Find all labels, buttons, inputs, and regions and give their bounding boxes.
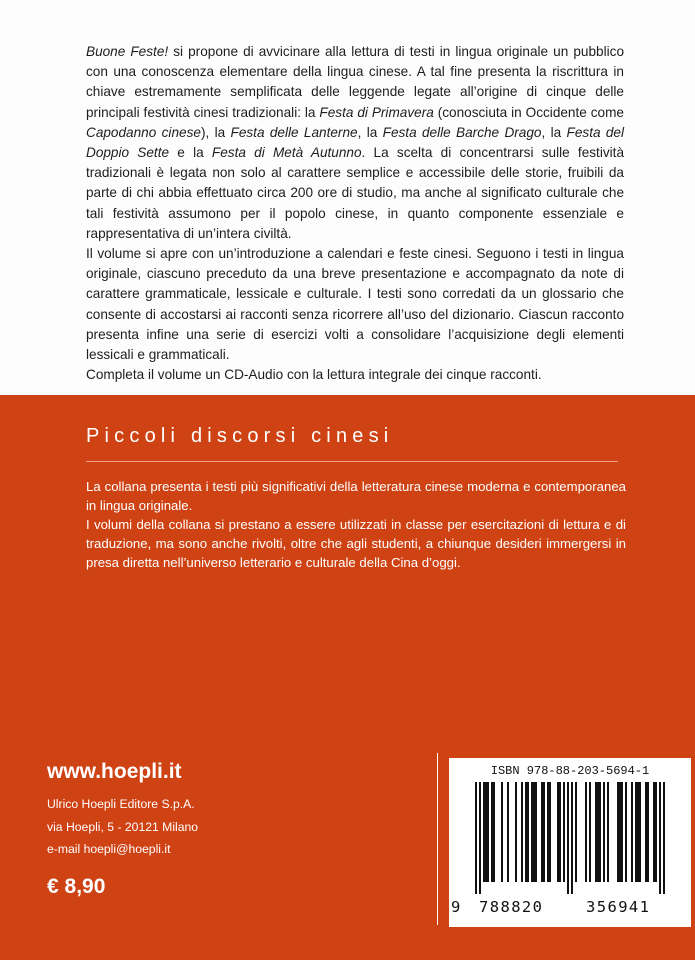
barcode-bar	[603, 782, 605, 882]
barcode-bar	[525, 782, 527, 882]
barcode-bar	[475, 782, 477, 894]
barcode-bar	[637, 782, 639, 882]
ean-right-digits: 356941	[586, 898, 651, 916]
ean-lead-digit: 9	[451, 898, 461, 916]
barcode-bar	[655, 782, 657, 882]
series-description	[86, 477, 626, 572]
barcode-bar	[567, 782, 569, 894]
barcode-bar	[647, 782, 649, 882]
series-paragraph: I volumi della collana si prestano a essere utilizzati in classe per esercitazioni di lettura e di traduzione, ma sono anche rivolti, oltre che agli studenti, a chiunque desideri immergersi in presa diretta nell’universo letterario e culturale della Cina d’oggi.	[86, 517, 626, 570]
barcode-bar	[483, 782, 485, 882]
series-divider	[86, 461, 618, 462]
publisher-address: via Hoepli, 5 - 20121 Milano	[47, 820, 199, 834]
barcode-bar	[621, 782, 623, 882]
description-italic-term: Festa di Primavera	[319, 104, 434, 120]
barcode-bar	[617, 782, 619, 882]
barcode-bar	[653, 782, 655, 882]
barcode-bar	[659, 782, 661, 894]
series-band	[0, 395, 695, 960]
description-text-run: e la	[169, 145, 212, 161]
description-text-run: . La scelta di concentrarsi sulle festività tradizionali è legata non solo al carattere semplice e accessibile delle storie, fruibili da parte di chi abbia effettuato circa 200 ore di studio, ma anche al significato culturale che tali festività assumono per il popolo cinese, in quanto componente essenziale e rappresentativa di un’intera civiltà.	[86, 145, 624, 241]
series-paragraph: La collana presenta i testi più significativi della letteratura cinese moderna e contemporanea in lingua originale.	[86, 479, 626, 513]
barcode-bar	[541, 782, 543, 882]
barcode-bar	[527, 782, 529, 882]
description-paragraph: Completa il volume un CD-Audio con la lettura integrale dei cinque racconti.	[86, 367, 542, 383]
description-italic-term: Capodanno cinese	[86, 124, 201, 140]
description-italic-term: Festa delle Barche Drago	[382, 124, 542, 140]
publisher-name: Ulrico Hoepli Editore S.p.A.	[47, 797, 195, 811]
barcode-bar	[515, 782, 517, 882]
barcode-bar	[531, 782, 533, 882]
book-description	[86, 42, 624, 385]
barcode-bar	[479, 782, 481, 894]
barcode-bar	[535, 782, 537, 882]
description-paragraph: Il volume si apre con un’introduzione a calendari e feste cinesi. Seguono i testi in lingua originale, ciascuno preceduto da una breve presentazione e accompagnato da note di carattere grammaticale, lessicale e culturale. I testi sono corredati da un glossario che consente di accostarsi ai racconti senza ricorrere all’uso del dizionario. Ciascun racconto presenta infine una serie di esercizi volti a consolidare l’acquisizione degli elementi lessicali e grammaticali.	[86, 246, 624, 363]
barcode-bar	[557, 782, 559, 882]
publisher-email: e-mail hoepli@hoepli.it	[47, 842, 171, 856]
barcode-bar	[485, 782, 487, 882]
description-panel	[0, 0, 695, 395]
barcode-bar	[521, 782, 523, 882]
barcode-bar	[491, 782, 493, 882]
barcode-bar	[549, 782, 551, 882]
barcode	[449, 782, 691, 902]
barcode-bar	[585, 782, 587, 882]
publisher-website: www.hoepli.it	[47, 760, 182, 783]
description-text-run: ), la	[200, 124, 231, 140]
vertical-divider	[437, 753, 438, 925]
barcode-bar	[607, 782, 609, 882]
barcode-bar	[571, 782, 573, 894]
ean-left-digits: 788820	[479, 898, 544, 916]
barcode-bar	[507, 782, 509, 882]
barcode-bar	[493, 782, 495, 882]
isbn-label: ISBN 978-88-203-5694-1	[490, 764, 650, 778]
barcode-bar	[619, 782, 621, 882]
description-italic-term: Festa delle Lanterne	[230, 124, 358, 140]
description-text-run: si propone di avvicinare alla lettura di testi in lingua originale un pubblico con una conoscenza elementare della lingua cinese. A tal fine presenta la riscrittura in chiave estremamente semplificata delle leggende legate all’origine di cinque delle principali festività cinesi tradizionali: la	[86, 44, 624, 120]
description-text-run: , la	[357, 124, 383, 140]
barcode-bar	[597, 782, 599, 882]
barcode-bar	[595, 782, 597, 882]
barcode-bar	[599, 782, 601, 882]
description-text-run: (conosciuta in Occidente come	[433, 104, 624, 120]
description-italic-term: Festa di Metà Autunno	[211, 145, 362, 161]
barcode-bar	[547, 782, 549, 882]
barcode-box	[449, 758, 691, 927]
description-text-run: , la	[541, 124, 567, 140]
barcode-bar	[635, 782, 637, 882]
series-title: Piccoli discorsi cinesi	[86, 425, 394, 447]
barcode-bar	[543, 782, 545, 882]
barcode-bar	[663, 782, 665, 894]
barcode-bar	[563, 782, 565, 882]
barcode-bar	[589, 782, 591, 882]
barcode-bar	[501, 782, 503, 882]
barcode-bar	[559, 782, 561, 882]
description-paragraph	[86, 42, 624, 244]
description-italic-term: Buone Feste!	[86, 44, 169, 59]
barcode-bar	[625, 782, 627, 882]
price: € 8,90	[47, 875, 106, 898]
barcode-bar	[487, 782, 489, 882]
barcode-bar	[533, 782, 535, 882]
barcode-bar	[639, 782, 641, 882]
barcode-bar	[575, 782, 577, 882]
barcode-bar	[631, 782, 633, 882]
description-italic-term: Festa del Doppio Sette	[86, 124, 625, 161]
barcode-bar	[645, 782, 647, 882]
